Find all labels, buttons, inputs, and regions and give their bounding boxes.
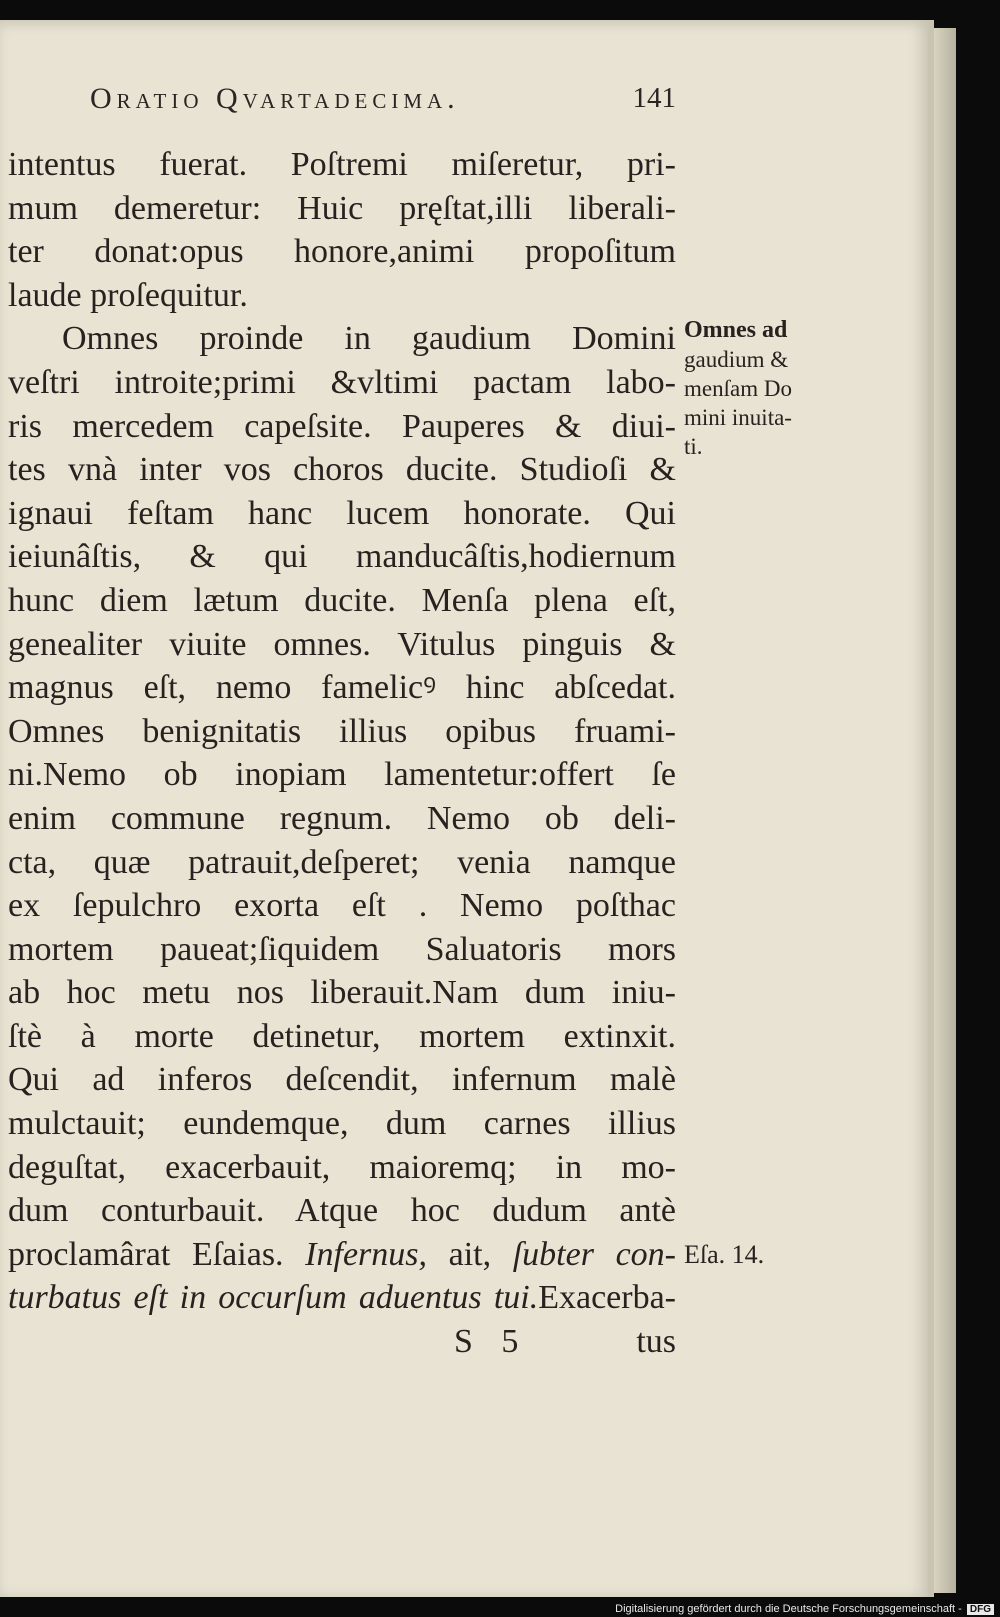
text-line: magnus eſt, nemo famelicꝰ hinc abſcedat.: [8, 669, 676, 707]
funding-credit: [615, 1603, 994, 1615]
text-line: genealiter viuite omnes. Vitulus pinguis &: [8, 625, 676, 663]
running-head: [90, 82, 676, 122]
text-line: ab hoc metu nos liberauit.Nam dum iniu-: [8, 974, 676, 1012]
text-line: tes vnà inter vos choros ducite. Studioſi &: [8, 451, 676, 489]
book-page: [0, 20, 934, 1597]
marginal-note-line: mini inuita-: [684, 405, 792, 430]
text-line: Omnes benignitatis illius opibus fruami-: [8, 712, 676, 750]
text-line: mum demeretur: Huic pręſtat,illi liberali-: [8, 189, 676, 227]
marginal-note-line: gaudium &: [684, 347, 789, 372]
italic-quotation: turbatus eſt in occurſum aduentus tui.: [8, 1279, 539, 1317]
text-line: veſtri introite;primi &vltimi pactam labo-: [8, 363, 676, 401]
text-line-with-quotation: [8, 1233, 676, 1277]
main-text-block: [8, 143, 676, 1320]
folio-number: 141: [632, 82, 676, 114]
funding-text: Digitalisierung gefördert durch die Deutsche Forschungsgemeinschaft -: [615, 1603, 962, 1615]
text-line: ieiunâſtis, & qui manducâſtis,hodiernum: [8, 538, 676, 576]
roman-text: proclamârat Eſaias.: [8, 1235, 306, 1273]
text-line: laude proſequitur.: [8, 276, 248, 314]
text-line: mortem paueat;ſiquidem Saluatoris mors: [8, 930, 676, 968]
page-edge: [934, 28, 956, 1593]
marginal-note-line: menſam Do: [684, 376, 792, 401]
text-line: ignaui feſtam hanc lucem honorate. Qui: [8, 494, 676, 532]
text-line-with-quotation: [8, 1276, 676, 1320]
text-line: ter donat:opus honore,animi propoſitum: [8, 233, 676, 271]
marginal-note-line: ti.: [684, 434, 703, 459]
page-footer: [8, 1323, 676, 1367]
italic-quotation: Infernus,: [305, 1235, 427, 1273]
running-title: Oratio Qvartadecima.: [90, 82, 460, 115]
roman-text: ait,: [427, 1235, 513, 1273]
text-line: deguſtat, exacerbauit, maioremq; in mo-: [8, 1148, 676, 1186]
text-line: ris mercedem capeſsite. Pauperes & diui-: [8, 407, 676, 445]
italic-quotation: ſubter con-: [512, 1235, 676, 1273]
text-line: cta, quæ patrauit,deſperet; venia namque: [8, 843, 676, 881]
catchword: tus: [636, 1323, 676, 1360]
signature-mark: S 5: [454, 1323, 529, 1360]
text-line: mulctauit; eundemque, dum carnes illius: [8, 1105, 676, 1143]
text-line: ni.Nemo ob inopiam lamentetur:offert ſe: [8, 756, 676, 794]
marginal-scripture-reference: Eſa. 14.: [684, 1240, 765, 1269]
text-line: ex ſepulchro exorta eſt . Nemo poſthac: [8, 887, 676, 925]
text-line: hunc diem lætum ducite. Menſa plena eſt,: [8, 581, 676, 619]
text-line: enim commune regnum. Nemo ob deli-: [8, 799, 676, 837]
text-line: ſtè à morte detinetur, mortem extinxit.: [8, 1017, 676, 1055]
text-line-paragraph-start: Omnes proinde in gaudium Domini: [62, 320, 676, 358]
text-line: dum conturbauit. Atque hoc dudum antè: [8, 1192, 676, 1230]
marginal-note: [684, 316, 824, 461]
dfg-logo: DFG: [967, 1604, 994, 1615]
text-line: intentus fuerat. Poſtremi miſeretur, pri-: [8, 146, 676, 183]
roman-text: Exacerba-: [538, 1279, 676, 1317]
text-line: Qui ad inferos deſcendit, infernum malè: [8, 1061, 676, 1099]
marginal-note-line: Omnes ad: [684, 317, 788, 343]
